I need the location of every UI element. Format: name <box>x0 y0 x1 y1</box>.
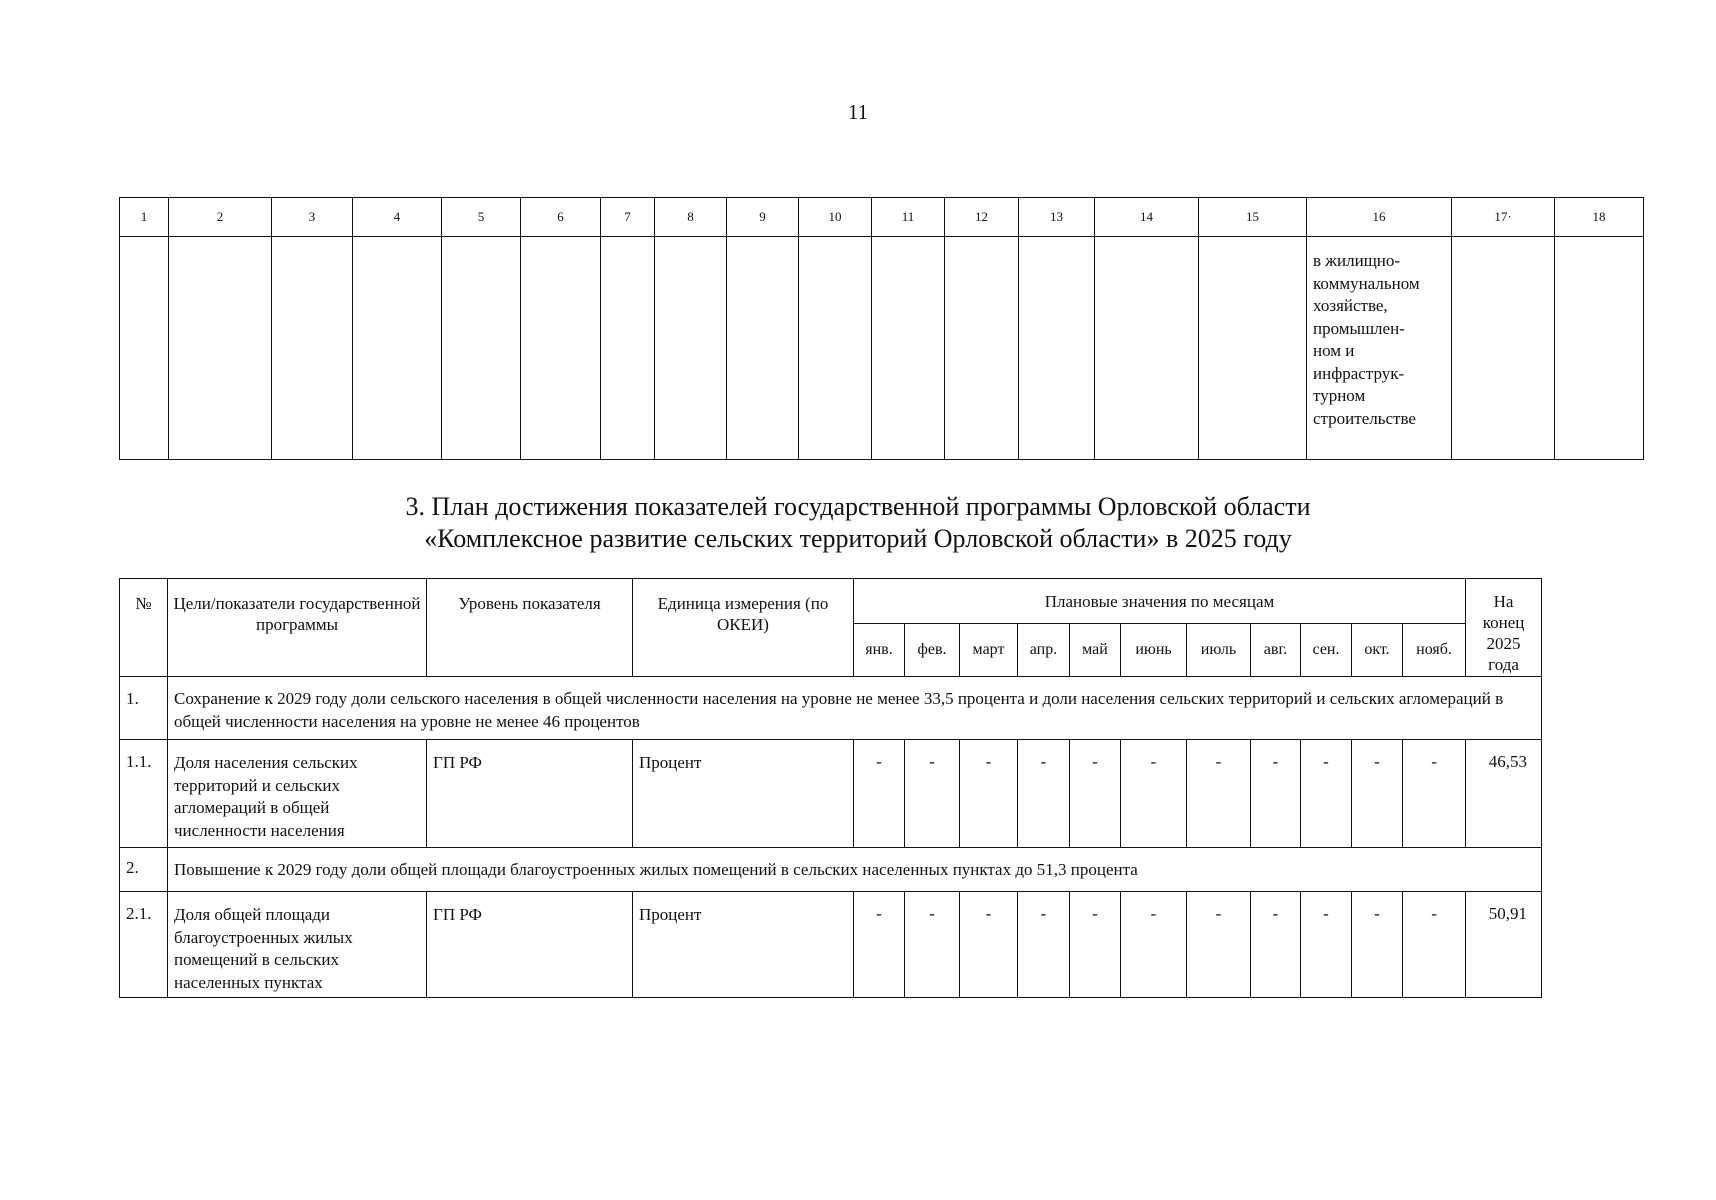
month-value: - <box>854 740 905 848</box>
month-value: - <box>1403 892 1466 998</box>
column-number: 9 <box>727 198 799 237</box>
month-value: - <box>1187 892 1251 998</box>
month-value: - <box>1070 892 1121 998</box>
empty-cell <box>1555 237 1644 460</box>
month-header: сен. <box>1301 624 1352 677</box>
header-row <box>120 579 1542 624</box>
month-value: - <box>1352 740 1403 848</box>
column16-cell <box>1307 237 1452 460</box>
header-level: Уровень показателя <box>427 579 633 677</box>
month-header: авг. <box>1251 624 1301 677</box>
month-value: - <box>1251 892 1301 998</box>
row-number: 2.1. <box>120 892 168 998</box>
empty-cell <box>272 237 353 460</box>
indicator-level: ГП РФ <box>427 740 633 848</box>
column-number: 13 <box>1019 198 1095 237</box>
month-header: июнь <box>1121 624 1187 677</box>
empty-cell <box>872 237 945 460</box>
indicator-row <box>120 740 1542 848</box>
empty-cell <box>169 237 272 460</box>
column-number: 8 <box>655 198 727 237</box>
empty-cell <box>1095 237 1199 460</box>
column-number: 4 <box>353 198 442 237</box>
header-planned: Плановые значения по месяцам <box>854 579 1466 624</box>
month-header: янв. <box>854 624 905 677</box>
page-number: 11 <box>847 100 869 124</box>
month-header: нояб. <box>1403 624 1466 677</box>
month-value: - <box>905 892 960 998</box>
continuation-table <box>119 197 1644 460</box>
header-goals: Цели/показатели государственной программы <box>168 579 427 677</box>
month-header: июль <box>1187 624 1251 677</box>
empty-cell <box>521 237 601 460</box>
goal-row <box>120 677 1542 740</box>
goal-row <box>120 848 1542 892</box>
column-number: 18 <box>1555 198 1644 237</box>
month-value: - <box>1403 740 1466 848</box>
row-number: 1. <box>120 677 168 740</box>
indicator-name: Доля общей площади благоустроенных жилых помещений в сельских населенных пунктах <box>168 892 427 998</box>
empty-cell <box>655 237 727 460</box>
month-header: фев. <box>905 624 960 677</box>
empty-cell <box>727 237 799 460</box>
header-unit: Единица измерения (по ОКЕИ) <box>633 579 854 677</box>
empty-cell <box>120 237 169 460</box>
column-number: 11 <box>872 198 945 237</box>
column-number: 15 <box>1199 198 1307 237</box>
header-end: На конец 2025 года <box>1466 579 1542 677</box>
month-value: - <box>1187 740 1251 848</box>
column-number: 17· <box>1452 198 1555 237</box>
row-number: 2. <box>120 848 168 892</box>
section-title <box>0 491 1716 555</box>
section-title-line2: «Комплексное развитие сельских территорий Орловской области» в 2025 году <box>424 524 1292 553</box>
column-number: 12 <box>945 198 1019 237</box>
indicator-level: ГП РФ <box>427 892 633 998</box>
month-value: - <box>1301 740 1352 848</box>
column-number: 6 <box>521 198 601 237</box>
column-number: 7 <box>601 198 655 237</box>
month-value: - <box>1018 740 1070 848</box>
month-value: - <box>854 892 905 998</box>
continuation-row <box>120 237 1644 460</box>
column16-text: в жилищно- коммунальном хозяйстве, промышлен- ном и инфраструк- турном строительстве <box>1313 251 1420 428</box>
column-number: 16 <box>1307 198 1452 237</box>
plan-table <box>119 578 1542 998</box>
goal-text: Сохранение к 2029 году доли сельского населения в общей численности населения на уровне не менее 33,5 процента и доли населения сельских территорий и сельских агломераций в общей численности населения на уровне не менее 46 процентов <box>168 677 1542 740</box>
goal-text: Повышение к 2029 году доли общей площади благоустроенных жилых помещений в сельских населенных пунктах до 51,3 процента <box>168 848 1542 892</box>
month-value: - <box>960 740 1018 848</box>
empty-cell <box>442 237 521 460</box>
column-number: 2 <box>169 198 272 237</box>
month-header: май <box>1070 624 1121 677</box>
empty-cell <box>601 237 655 460</box>
month-value: - <box>1070 740 1121 848</box>
empty-cell <box>945 237 1019 460</box>
column-number-row <box>120 198 1644 237</box>
month-value: - <box>1301 892 1352 998</box>
column-number: 14 <box>1095 198 1199 237</box>
month-header: окт. <box>1352 624 1403 677</box>
month-value: - <box>1121 740 1187 848</box>
indicator-unit: Процент <box>633 892 854 998</box>
header-no: № <box>120 579 168 677</box>
month-header: апр. <box>1018 624 1070 677</box>
empty-cell <box>1452 237 1555 460</box>
month-value: - <box>905 740 960 848</box>
column-number: 3 <box>272 198 353 237</box>
column-number: 5 <box>442 198 521 237</box>
column-number: 1 <box>120 198 169 237</box>
indicator-unit: Процент <box>633 740 854 848</box>
month-value: - <box>1352 892 1403 998</box>
empty-cell <box>799 237 872 460</box>
section-title-line1: 3. План достижения показателей государственной программы Орловской области <box>405 492 1311 521</box>
empty-cell <box>1019 237 1095 460</box>
empty-cell <box>1199 237 1307 460</box>
end-value: 50,91 <box>1466 892 1542 998</box>
month-value: - <box>960 892 1018 998</box>
month-value: - <box>1018 892 1070 998</box>
indicator-name: Доля населения сельских территорий и сельских агломераций в общей численности населения <box>168 740 427 848</box>
month-value: - <box>1251 740 1301 848</box>
indicator-row <box>120 892 1542 998</box>
month-header: март <box>960 624 1018 677</box>
end-value: 46,53 <box>1466 740 1542 848</box>
month-value: - <box>1121 892 1187 998</box>
row-number: 1.1. <box>120 740 168 848</box>
empty-cell <box>353 237 442 460</box>
column-number: 10 <box>799 198 872 237</box>
